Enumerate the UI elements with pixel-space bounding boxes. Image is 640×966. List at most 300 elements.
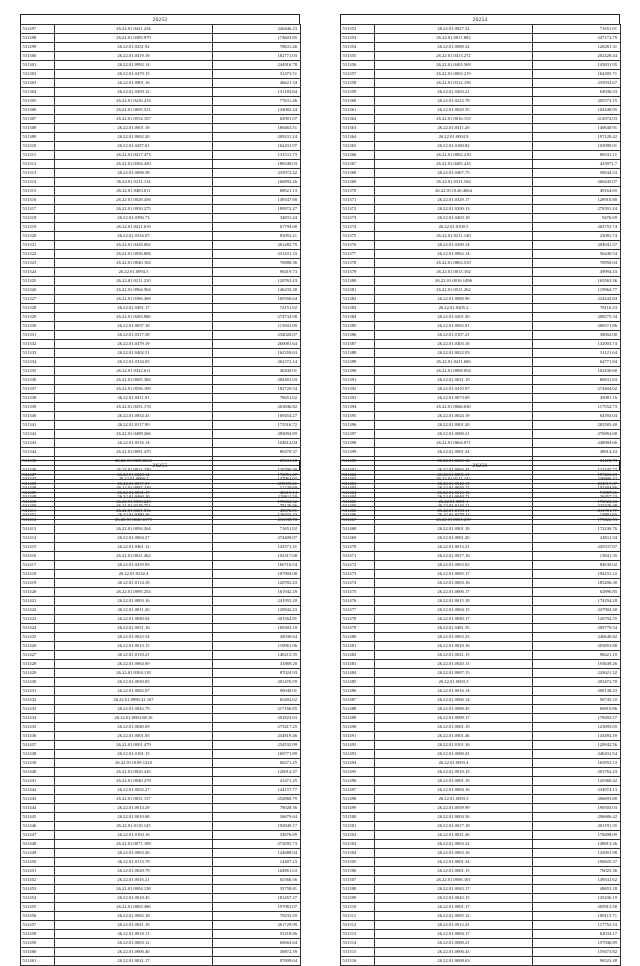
code-cell: 26.22.01.0601.18 bbox=[55, 124, 213, 133]
code-cell: 26.22.01.0090.41.167 bbox=[55, 696, 213, 705]
row-id-cell: 531375 bbox=[341, 232, 375, 241]
row-id-cell: 531475 bbox=[341, 588, 375, 597]
table-row bbox=[341, 313, 621, 322]
table-row bbox=[21, 304, 301, 313]
code-cell: 26.22.01.0411.606 bbox=[375, 358, 533, 367]
amount-cell: 149347.68 bbox=[213, 196, 301, 205]
code-cell: 26.22.01.0109.1410 bbox=[55, 759, 213, 768]
code-cell: 26.22.01.0554.107 bbox=[55, 115, 213, 124]
code-cell: 26.22.01.0200.14 bbox=[375, 241, 533, 250]
row-id-cell: 531500 bbox=[341, 813, 375, 822]
table-row bbox=[21, 97, 301, 106]
table-row bbox=[21, 507, 301, 516]
code-cell: 26.22.01.0405.225 bbox=[375, 160, 533, 169]
code-cell: 26.22.01.0041.19 bbox=[55, 921, 213, 930]
row-id-cell: 531472 bbox=[341, 561, 375, 570]
code-cell: 26.22.01.0010.16 bbox=[375, 642, 533, 651]
code-cell: 26.22.01.0020.79 bbox=[55, 867, 213, 876]
row-id-cell: 531424 bbox=[21, 624, 55, 633]
amount-cell: 146233.38 bbox=[213, 286, 301, 295]
row-id-cell: 531478 bbox=[341, 615, 375, 624]
amount-cell: 203853.88 bbox=[533, 642, 621, 651]
code-cell: 26.22.01.0479.19 bbox=[55, 340, 213, 349]
table-row bbox=[341, 480, 621, 489]
code-cell: 26.22.01.0664.071 bbox=[375, 439, 533, 448]
table-row bbox=[341, 795, 621, 804]
code-cell: 26.22.01.0334.03 bbox=[55, 358, 213, 367]
table-row bbox=[21, 615, 301, 624]
table-row bbox=[21, 543, 301, 552]
table-row bbox=[341, 358, 621, 367]
amount-cell: 188349.03 bbox=[213, 160, 301, 169]
code-cell: 26.22.01.0003.3 bbox=[375, 678, 533, 687]
row-id-cell: 531414 bbox=[21, 534, 55, 543]
amount-cell: 146215.35 bbox=[213, 651, 301, 660]
code-cell: 26.22.01.0063.219 bbox=[375, 70, 533, 79]
table-row bbox=[21, 106, 301, 115]
row-id-cell: 531302 bbox=[21, 70, 55, 79]
code-cell: 26.22.01.0328.751 bbox=[55, 502, 213, 511]
table-row bbox=[21, 957, 301, 966]
table-row bbox=[341, 669, 621, 678]
amount-cell: 247904.30 bbox=[533, 606, 621, 615]
table-row bbox=[21, 232, 301, 241]
row-id-cell: 531446 bbox=[21, 822, 55, 831]
code-cell: 26.22.01.0020.35 bbox=[375, 106, 533, 115]
code-cell: 26.22.01.0460.10 bbox=[55, 493, 213, 502]
table-row bbox=[21, 696, 301, 705]
code-cell: 26.22.01.0080.96 bbox=[375, 295, 533, 304]
code-cell: 26.22.01.0101.13 bbox=[55, 750, 213, 759]
amount-cell: 262372.14 bbox=[213, 358, 301, 367]
code-cell: 26.22.01.0096.58 bbox=[55, 169, 213, 178]
amount-cell: 62901.07 bbox=[213, 115, 301, 124]
row-id-cell: 531347 bbox=[21, 475, 55, 484]
amount-cell: 186463.51 bbox=[213, 124, 301, 133]
code-cell: 26.22.01.0003.5 bbox=[375, 795, 533, 804]
table-row bbox=[21, 498, 301, 507]
table-row bbox=[341, 25, 621, 34]
row-id-cell: 531362 bbox=[341, 115, 375, 124]
table-row bbox=[21, 624, 301, 633]
table-row bbox=[21, 768, 301, 777]
row-id-cell: 531341 bbox=[21, 421, 55, 430]
row-id-cell: 531322 bbox=[21, 250, 55, 259]
table-row bbox=[341, 142, 621, 151]
row-id-cell: 531453 bbox=[21, 885, 55, 894]
row-id-cell: 531387 bbox=[341, 340, 375, 349]
row-id-cell: 531345 bbox=[21, 457, 55, 466]
code-cell: 26.22.01.0004.17 bbox=[375, 930, 533, 939]
table-row bbox=[21, 322, 301, 331]
code-cell: 26.22.01.0040.278 bbox=[55, 777, 213, 786]
row-id-cell: 531307 bbox=[21, 115, 55, 124]
row-id-cell: 531417 bbox=[21, 561, 55, 570]
code-cell: 26.22.01.0000.21 bbox=[375, 939, 533, 948]
table-row bbox=[21, 822, 301, 831]
code-cell: 26.22.01.0020.71 bbox=[375, 484, 533, 493]
amount-cell: 9476.69 bbox=[533, 214, 621, 223]
code-cell: 26.22.01.0032.27 bbox=[55, 786, 213, 795]
amount-cell: 126281.31 bbox=[533, 43, 621, 52]
amount-cell: 24811.34 bbox=[533, 534, 621, 543]
code-cell: 26.22.01.0021.19 bbox=[375, 376, 533, 385]
code-cell: 26.22.01.0001.19 bbox=[375, 777, 533, 786]
row-id-cell: 531401 bbox=[341, 466, 375, 475]
code-cell: 26.22.01.0003.32 bbox=[375, 840, 533, 849]
code-cell: 26.22.01.0013.21 bbox=[375, 543, 533, 552]
amount-cell: 78631.46 bbox=[213, 43, 301, 52]
amount-cell: 176522.33 bbox=[533, 498, 621, 507]
amount-cell: 246640.82 bbox=[533, 633, 621, 642]
table-row bbox=[21, 88, 301, 97]
amount-cell: 272695.73 bbox=[213, 840, 301, 849]
amount-cell: 169303.18 bbox=[213, 624, 301, 633]
row-id-cell: 531504 bbox=[341, 849, 375, 858]
table-row bbox=[21, 867, 301, 876]
code-cell: 26.22.01.0556.109 bbox=[55, 385, 213, 394]
row-id-cell: 531490 bbox=[341, 723, 375, 732]
sheet-title: 26256 bbox=[340, 460, 620, 470]
sheet-block bbox=[20, 460, 300, 966]
table-row bbox=[341, 687, 621, 696]
code-cell: 26.22.01.0006.17 bbox=[375, 588, 533, 597]
amount-cell: 178498.09 bbox=[533, 831, 621, 840]
amount-cell: 275417.25 bbox=[213, 723, 301, 732]
amount-cell: 110961.06 bbox=[213, 642, 301, 651]
row-id-cell: 531467 bbox=[341, 516, 375, 525]
table-row bbox=[341, 561, 621, 570]
row-id-cell: 531329 bbox=[21, 313, 55, 322]
code-cell: 26.22.01.0021.26 bbox=[375, 831, 533, 840]
row-id-cell: 531324 bbox=[21, 268, 55, 277]
code-cell: 26.22.01.0000.225 bbox=[55, 498, 213, 507]
code-cell: 26.22.01.0311.164 bbox=[375, 178, 533, 187]
row-id-cell: 531358 bbox=[341, 79, 375, 88]
table-row bbox=[21, 340, 301, 349]
code-cell: 26.22.01.0006.101 bbox=[375, 876, 533, 885]
table-row bbox=[21, 588, 301, 597]
code-cell: 26.22.01.0003.16 bbox=[55, 597, 213, 606]
table-row bbox=[341, 840, 621, 849]
table-row bbox=[341, 822, 621, 831]
table-row bbox=[21, 61, 301, 70]
row-id-cell: 531300 bbox=[21, 52, 55, 61]
code-cell: 26.22.01.0001.15 bbox=[375, 867, 533, 876]
row-id-cell: 531359 bbox=[341, 88, 375, 97]
row-id-cell: 531393 bbox=[341, 394, 375, 403]
amount-cell: 119964.77 bbox=[533, 286, 621, 295]
row-id-cell: 531335 bbox=[21, 367, 55, 376]
code-cell: 26.22.01.0421.234 bbox=[55, 25, 213, 34]
table-row bbox=[341, 340, 621, 349]
row-id-cell: 531320 bbox=[21, 232, 55, 241]
code-cell: 26.22.01.0014.29 bbox=[55, 804, 213, 813]
code-cell: 26.22.01.0003.16 bbox=[375, 579, 533, 588]
row-id-cell: 531493 bbox=[341, 750, 375, 759]
amount-cell: 60663.64 bbox=[213, 939, 301, 948]
table-row bbox=[341, 606, 621, 615]
amount-cell: 131183.64 bbox=[213, 88, 301, 97]
amount-cell: 224442.84 bbox=[533, 295, 621, 304]
row-id-cell: 531510 bbox=[341, 903, 375, 912]
amount-cell: 120014.37 bbox=[213, 768, 301, 777]
table-row bbox=[341, 876, 621, 885]
code-cell: 26.22.01.0017.67 bbox=[55, 480, 213, 489]
row-id-cell: 531457 bbox=[21, 921, 55, 930]
table-row bbox=[21, 313, 301, 322]
row-id-cell: 531499 bbox=[341, 804, 375, 813]
table-row bbox=[21, 178, 301, 187]
amount-cell: 31472.73 bbox=[533, 457, 621, 466]
code-cell: 26.22.01.0110.145 bbox=[55, 822, 213, 831]
row-id-cell: 531435 bbox=[21, 723, 55, 732]
code-cell: 26.22.01.0100.5 bbox=[375, 223, 533, 232]
amount-cell: 159473.82 bbox=[533, 948, 621, 957]
amount-cell: 144157.77 bbox=[213, 786, 301, 795]
code-cell: 26.22.01.0040.09 bbox=[55, 723, 213, 732]
table-row bbox=[341, 34, 621, 43]
row-id-cell: 531405 bbox=[341, 502, 375, 511]
table-row bbox=[21, 750, 301, 759]
amount-cell: 113941.09 bbox=[213, 322, 301, 331]
table-row bbox=[21, 597, 301, 606]
row-id-cell: 531429 bbox=[21, 669, 55, 678]
code-cell: 26.22.01.0490.16 bbox=[55, 511, 213, 520]
row-id-cell: 531476 bbox=[341, 597, 375, 606]
code-cell: 26.22.01.0039.99 bbox=[375, 804, 533, 813]
amount-cell: 197203.23 bbox=[533, 471, 621, 480]
table-row bbox=[21, 160, 301, 169]
row-id-cell: 531422 bbox=[21, 606, 55, 615]
row-id-cell: 531366 bbox=[341, 151, 375, 160]
row-id-cell: 531388 bbox=[341, 349, 375, 358]
row-id-cell: 531412 bbox=[21, 516, 55, 525]
amount-cell: 56745.10 bbox=[533, 696, 621, 705]
code-cell: 26.22.01.0211.114 bbox=[55, 178, 213, 187]
row-id-cell: 531501 bbox=[341, 822, 375, 831]
amount-cell: 241955.20 bbox=[213, 597, 301, 606]
code-cell: 26.22.01.0003.26 bbox=[55, 849, 213, 858]
table-row bbox=[21, 70, 301, 79]
amount-cell: 34831.44 bbox=[213, 214, 301, 223]
row-id-cell: 531306 bbox=[21, 106, 55, 115]
amount-cell: 104448.95 bbox=[533, 106, 621, 115]
row-id-cell: 531373 bbox=[341, 214, 375, 223]
table-row bbox=[21, 367, 301, 376]
code-cell: 26.22.01.0270.11 bbox=[375, 511, 533, 520]
code-cell: 26.22.01.0010.45 bbox=[55, 894, 213, 903]
code-cell: 26.22.01.0107.21 bbox=[375, 331, 533, 340]
code-cell: 26.22.01.0020.0175 bbox=[55, 516, 213, 525]
amount-cell: 162431.97 bbox=[213, 142, 301, 151]
table-row bbox=[341, 79, 621, 88]
amount-cell: 70233.59 bbox=[213, 912, 301, 921]
amount-cell: 197128.42 bbox=[533, 133, 621, 142]
row-id-cell: 531468 bbox=[341, 525, 375, 534]
table-row bbox=[21, 876, 301, 885]
row-id-cell: 531330 bbox=[21, 322, 55, 331]
table-row bbox=[21, 840, 301, 849]
table-row bbox=[21, 169, 301, 178]
row-id-cell: 531466 bbox=[341, 507, 375, 516]
amount-cell: 200138.43 bbox=[533, 687, 621, 696]
table-row bbox=[341, 939, 621, 948]
amount-cell: 76888.36 bbox=[213, 259, 301, 268]
table-row bbox=[341, 304, 621, 313]
amount-cell: 12220.69 bbox=[213, 484, 301, 493]
amount-cell: 245537.67 bbox=[533, 543, 621, 552]
row-id-cell: 531394 bbox=[341, 403, 375, 412]
code-cell: 26.22.01.0863.510 bbox=[375, 259, 533, 268]
code-cell: 26.22.01.0317.58 bbox=[55, 331, 213, 340]
code-cell: 26.22.01.0040.17 bbox=[375, 615, 533, 624]
row-id-cell: 531301 bbox=[21, 61, 55, 70]
table-row bbox=[341, 894, 621, 903]
code-cell: 26.22.01.0451.176 bbox=[55, 403, 213, 412]
amount-cell: 102430.68 bbox=[533, 367, 621, 376]
row-id-cell: 531305 bbox=[21, 97, 55, 106]
code-cell: 26.22.01.0160.82 bbox=[375, 142, 533, 151]
ledger-table bbox=[340, 470, 621, 966]
amount-cell: 125436.19 bbox=[533, 894, 621, 903]
row-id-cell: 531356 bbox=[341, 61, 375, 70]
code-cell: 26.22.01.0202.12 bbox=[375, 457, 533, 466]
code-cell: 26.22.01.0063.44 bbox=[375, 466, 533, 475]
table-row bbox=[341, 633, 621, 642]
code-cell: 26.22.01.0201.30 bbox=[375, 313, 533, 322]
code-cell: 26.22.01.0009.17 bbox=[375, 714, 533, 723]
table-row bbox=[21, 151, 301, 160]
amount-cell: 106825.37 bbox=[533, 858, 621, 867]
table-row bbox=[21, 187, 301, 196]
table-row bbox=[21, 124, 301, 133]
amount-cell: 49994.43 bbox=[533, 268, 621, 277]
amount-cell: 54876.69 bbox=[213, 831, 301, 840]
code-cell: 26.22.01.0104.16 bbox=[55, 831, 213, 840]
table-row bbox=[341, 223, 621, 232]
code-cell: 26.22.01.0003.16 bbox=[375, 849, 533, 858]
amount-cell: 120360.42 bbox=[533, 777, 621, 786]
code-cell: 26.22.01.0312.156 bbox=[375, 79, 533, 88]
row-id-cell: 531470 bbox=[341, 543, 375, 552]
amount-cell: 172951.47 bbox=[213, 471, 301, 480]
amount-cell: 25041.60 bbox=[213, 457, 301, 466]
code-cell: 26.22.01.0062.14 bbox=[375, 250, 533, 259]
table-row bbox=[21, 534, 301, 543]
code-cell: 26.22.01.0017.16 bbox=[375, 552, 533, 561]
row-id-cell: 531454 bbox=[21, 894, 55, 903]
table-row bbox=[341, 696, 621, 705]
amount-cell: 199402.32 bbox=[213, 498, 301, 507]
row-id-cell: 531441 bbox=[21, 777, 55, 786]
amount-cell: 202428.44 bbox=[533, 52, 621, 61]
amount-cell: 179422.13 bbox=[533, 516, 621, 525]
amount-cell: 123695.65 bbox=[533, 723, 621, 732]
code-cell: 26.22.01.0418.14 bbox=[55, 471, 213, 480]
code-cell: 26.22.01.0457.61 bbox=[55, 142, 213, 151]
table-row bbox=[341, 133, 621, 142]
row-id-cell: 531469 bbox=[341, 534, 375, 543]
table-row bbox=[21, 795, 301, 804]
amount-cell: 233972.42 bbox=[213, 169, 301, 178]
table-row bbox=[21, 669, 301, 678]
amount-cell: 169454.27 bbox=[213, 412, 301, 421]
table-row bbox=[21, 25, 301, 34]
table-row bbox=[341, 178, 621, 187]
code-cell: 26.22.01.0064.69 bbox=[55, 660, 213, 669]
code-cell: 26.22.01.0695.521 bbox=[55, 106, 213, 115]
amount-cell: 261282.79 bbox=[213, 241, 301, 250]
table-row bbox=[341, 948, 621, 957]
amount-cell: 145831.95 bbox=[533, 61, 621, 70]
amount-cell: 206693.80 bbox=[533, 795, 621, 804]
table-row bbox=[21, 34, 301, 43]
row-id-cell: 531460 bbox=[21, 948, 55, 957]
table-row bbox=[341, 705, 621, 714]
amount-cell: 178493.57 bbox=[533, 714, 621, 723]
amount-cell: 234974.13 bbox=[533, 786, 621, 795]
ledger-table bbox=[340, 24, 621, 520]
row-id-cell: 531314 bbox=[21, 178, 55, 187]
row-id-cell: 531448 bbox=[21, 840, 55, 849]
code-cell: 26.22.01.0013.15 bbox=[55, 642, 213, 651]
table-row bbox=[341, 921, 621, 930]
code-cell: 26.22.01.0000.41 bbox=[375, 750, 533, 759]
amount-cell: 217166.85 bbox=[213, 705, 301, 714]
code-cell: 26.22.01.0004.9 bbox=[375, 133, 533, 142]
row-id-cell: 531328 bbox=[21, 304, 55, 313]
row-id-cell: 531423 bbox=[21, 615, 55, 624]
code-cell: 26.22.01.0042.13 bbox=[375, 480, 533, 489]
amount-cell: 45081.16 bbox=[533, 394, 621, 403]
table-row bbox=[341, 187, 621, 196]
amount-cell: 296686.42 bbox=[533, 813, 621, 822]
row-id-cell: 531451 bbox=[21, 867, 55, 876]
amount-cell: 120942.43 bbox=[213, 606, 301, 615]
amount-cell: 13841.35 bbox=[533, 552, 621, 561]
table-row bbox=[21, 786, 301, 795]
table-row bbox=[21, 705, 301, 714]
amount-cell: 36872.39 bbox=[213, 948, 301, 957]
row-id-cell: 531318 bbox=[21, 214, 55, 223]
table-row bbox=[21, 831, 301, 840]
row-id-cell: 531514 bbox=[341, 939, 375, 948]
table-row bbox=[21, 525, 301, 534]
table-row bbox=[21, 250, 301, 259]
amount-cell: 71887.65 bbox=[533, 489, 621, 498]
amount-cell: 66471.25 bbox=[213, 759, 301, 768]
table-row bbox=[341, 214, 621, 223]
table-row bbox=[21, 885, 301, 894]
row-id-cell: 531489 bbox=[341, 714, 375, 723]
row-id-cell: 531313 bbox=[21, 169, 55, 178]
row-id-cell: 531509 bbox=[341, 894, 375, 903]
amount-cell: 192849.17 bbox=[213, 822, 301, 831]
amount-cell: 201564.81 bbox=[213, 615, 301, 624]
amount-cell: 40419.14 bbox=[213, 489, 301, 498]
amount-cell: 120763.43 bbox=[213, 277, 301, 286]
code-cell: 26.22.01.0006.40 bbox=[55, 948, 213, 957]
row-id-cell: 531357 bbox=[341, 70, 375, 79]
row-id-cell: 531338 bbox=[21, 394, 55, 403]
amount-cell: 70950.04 bbox=[533, 259, 621, 268]
row-id-cell: 531304 bbox=[21, 88, 55, 97]
code-cell: 26.22.01.0001.19 bbox=[375, 723, 533, 732]
row-id-cell: 531396 bbox=[341, 421, 375, 430]
table-row bbox=[341, 786, 621, 795]
row-id-cell: 531503 bbox=[341, 840, 375, 849]
